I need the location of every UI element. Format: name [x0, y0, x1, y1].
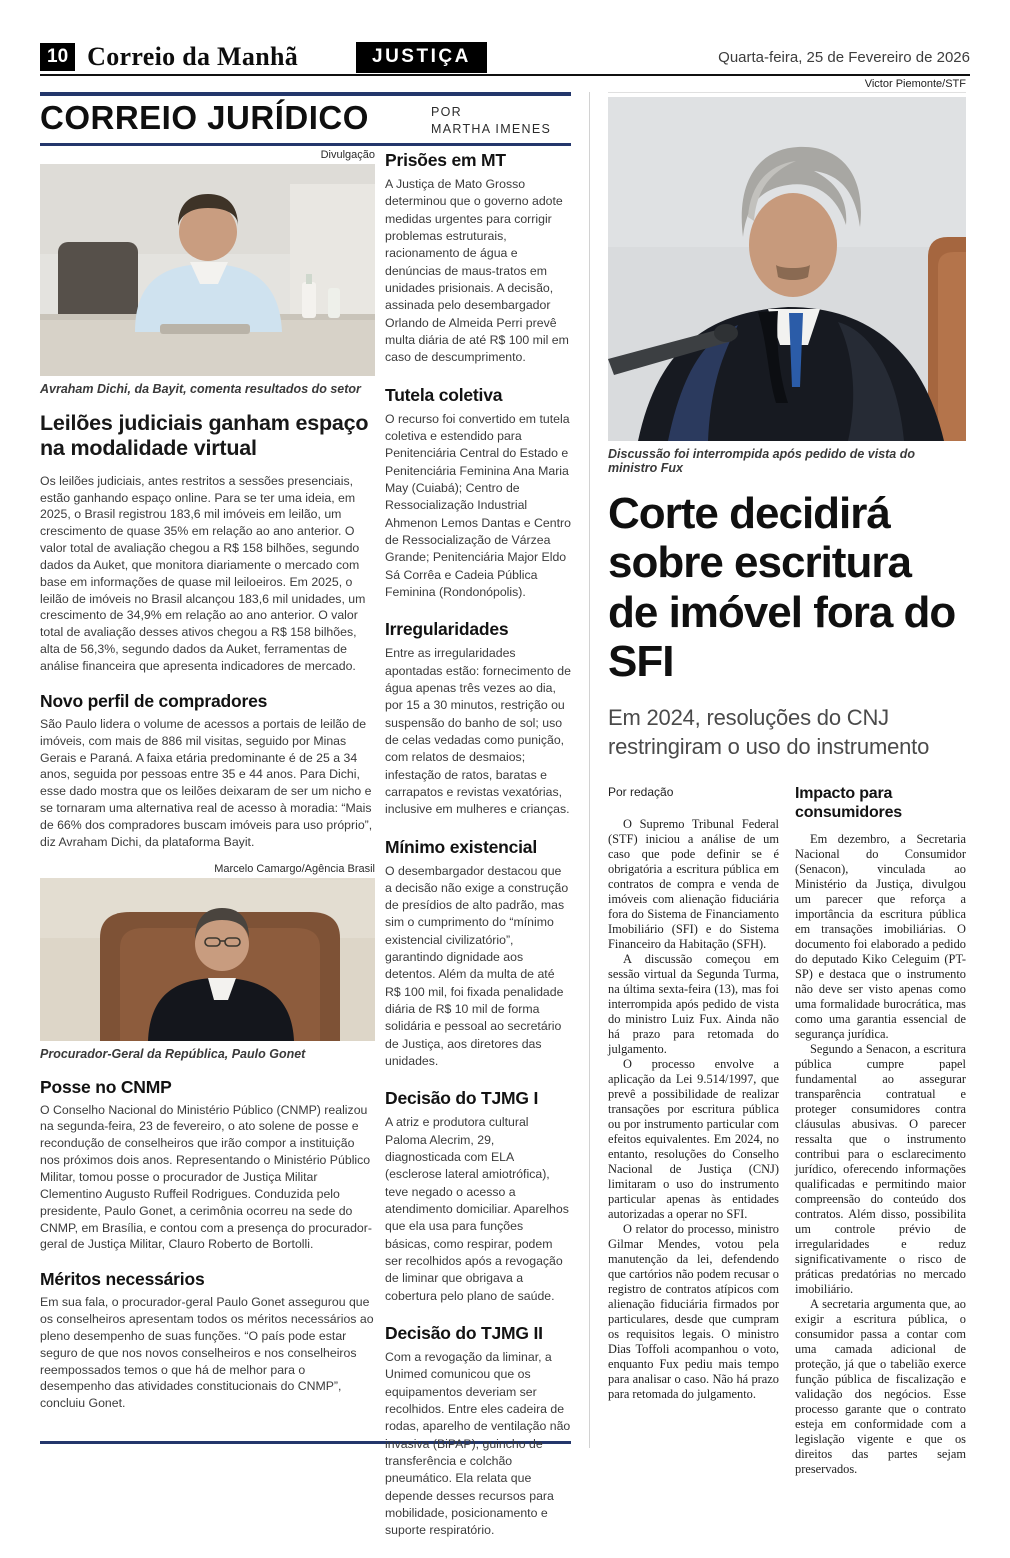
- byline-name: MARTHA IMENES: [431, 121, 552, 136]
- photo-credit-agencia-brasil: Marcelo Camargo/Agência Brasil: [214, 862, 375, 875]
- news-brief: [385, 150, 571, 367]
- edition-date: Quarta-feira, 25 de Fevereiro de 2026: [718, 48, 970, 66]
- brief-heading: Irregularidades: [385, 619, 509, 640]
- section-heading: Posse no CNMP: [40, 1076, 172, 1097]
- photo-paulo-gonet: [40, 878, 375, 1041]
- section-heading: Novo perfil de compradores: [40, 690, 268, 711]
- brief-body: A Justiça de Mato Grosso determinou que o governo adote medidas urgentes para corrigir problemas estruturais, racionamento de água e denúncias de maus-tratos em unidades prisionais. A decisão, assinada pelo desembargador Orlando de Almeida Perri prevê multa diária de até R$ 100 mil em caso de descumprimento.: [385, 177, 569, 365]
- paragraph: A discussão começou em sessão virtual da Segunda Turma, na última sexta-feira (13), mas foi interrompida após pedido de vista do ministro Luiz Fux. Ainda não há prazo para retomada do julgamento.: [608, 952, 779, 1057]
- byline-prefix: POR: [431, 105, 462, 119]
- article-text: [608, 817, 779, 1402]
- article-headline: Leilões judiciais ganham espaço na modalidade virtual: [40, 411, 369, 461]
- paragraph: A secretaria argumenta que, ao exigir a escritura pública, o consumidor passa a contar com uma camada adicional de proteção, já que o tabelião exerce função pública de fiscalização e validação dos negócios. Esse processo garante que o contrato esteja em conformidade com a legislação vigente e que os direitos das partes sejam preservados.: [795, 1297, 966, 1476]
- sub-headline: Em 2024, resoluções do CNJ restringiram o uso do instrumento: [608, 705, 930, 759]
- paragraph: O processo envolve a aplicação da Lei 9.514/1997, que prevê a possibilidade de realizar transações por escritura pública ou por instrumento particular com efeitos equivalentes. Em 2024, no entanto, resoluções do Conselho Nacional de Justiça (CNJ) limitaram o uso do instrumento particular apenas às entidades autorizadas a operar no SFI.: [608, 1057, 779, 1222]
- left-column: [40, 149, 375, 1412]
- article-column-2: [795, 785, 966, 1477]
- brief-body: O recurso foi convertido em tutela coletiva e estendido para Penitenciária Central do Estado e Penitenciária Feminina Ana Maria May (Cuiabá); Centro de Ressocialização Industrial Ahmenon Lemos Dantas e Centro de Ressocialização de Várzea Grande; Penitenciária Major Eldo Sá Corrêa e Cadeia Pública Feminina (Rondonópolis).: [385, 411, 571, 599]
- photo-credit-divulgacao: Divulgação: [320, 149, 375, 161]
- article-body: Em sua fala, o procurador-geral Paulo Gonet assegurou que os conselheiros apresentam todos os méritos necessários ao pleno desempenho de suas funções. “O país pode estar seguro de que nos novos conselheiros e nos conselheiros reempossados temos o que há de melhor para o desempenho das atividades constitucionais do CNMP”, concluiu Gonet.: [40, 1295, 374, 1411]
- section-heading: Méritos necessários: [40, 1269, 205, 1290]
- photo-credit-fux: Victor Piemonte/STF: [864, 78, 966, 90]
- header-rule: [40, 74, 970, 76]
- brief-body: A atriz e produtora cultural Paloma Alecrim, 29, diagnosticada com ELA (esclerose lateral amiotrófica), teve negado o acesso a atendimento domiciliar. Aparelhos que ela usa para funções básicas, como respirar, podem ser recolhidos após a revogação de liminar que obrigava a cobertura pelo plano de saúde.: [385, 1115, 569, 1303]
- section-tag: JUSTIÇA: [356, 42, 487, 73]
- photo-caption: Discussão foi interrompida após pedido de vista do ministro Fux: [608, 447, 916, 475]
- article-text: [795, 832, 966, 1477]
- main-headline: Corte decidirá sobre escritura de imóvel fora do SFI: [608, 489, 956, 686]
- photo-ministro-fux: [608, 97, 966, 441]
- article-columns: [608, 785, 966, 1477]
- masthead-logo: Correio da Manhã: [87, 42, 299, 71]
- brief-body: O desembargador destacou que a decisão não exige a construção de presídios de alto padrão, mas sim o cumprimento do “mínimo existencial civilizatório”, garantindo dignidade aos detentos. Além da multa de até R$ 100 mil, foi fixada penalidade diária de R$ 10 mil de forma solidária e pessoal ao secretário de Justiça, aos diretores das unidades.: [385, 863, 569, 1069]
- article-column-1: [608, 785, 779, 1477]
- news-brief: [385, 385, 571, 602]
- news-brief: [385, 619, 571, 818]
- brief-body: Com a revogação da liminar, a Unimed comunicou que os equipamentos deveriam ser recolhidos. Entre eles cadeira de rodas, aparelho de ventilação não invasiva (BiPAP), guincho de transferência e colchão pneumático. Ela relata que depende desses recursos para mobilidade, posicionamento e suporte respiratório.: [385, 1350, 571, 1538]
- photo-caption: Procurador-Geral da República, Paulo Gonet: [40, 1046, 306, 1061]
- main-article: [608, 92, 966, 1477]
- photo-caption: Avraham Dichi, da Bayit, comenta resultados do setor: [40, 382, 361, 396]
- article-body: São Paulo lidera o volume de acessos a portais de leilão de imóveis, com mais de 886 mil visitas, seguido por Minas Gerais e Paraná. A faixa etária predominante é de 25 a 34 anos, seguida por pessoas entre 35 e 44 anos. Para Dichi, esse dado mostra que os leilões deixaram de ser um nicho e se tornaram uma alternativa real de acesso à moradia: “Mais de 66% dos compradores buscam imóveis para uso próprio”, diz Avraham Dichi, da plataforma Bayit.: [40, 716, 373, 849]
- news-brief: [385, 837, 571, 1071]
- article-body: Os leilões judiciais, antes restritos a sessões presenciais, estão ganhando espaço online. Para se ter uma ideia, em 2025, o Brasil registrou 183,6 mil imóveis em leilão, um crescimento de quase 35% em relação ao ano anterior. O valor total de avaliação chegou a R$ 158 bilhões, segundo dados da Auket, que monitora diariamente o mercado com base em informações de quase mil leiloeiros. Em 2025, o leilão de imóveis no Brasil alcançou 183,6 mil unidades, um crescimento de 34,9% em relação ao ano anterior. O valor total de avaliação desses ativos chegou a R$ 158 bilhões, alta de 56,3%, segundo dados da Auket, ferramentas de análise financeira que apresenta indicadores de mercado.: [40, 473, 366, 673]
- page-header: [40, 42, 970, 72]
- paragraph: Segundo a Senacon, a escritura pública cumpre papel fundamental ao assegurar transparência contratual e proteger consumidores contra cláusulas abusivas. O parecer ressalta que o instrumento contribui para o esclarecimento jurídico, oferecendo informações qualificadas e permitindo maior compreensão do conteúdo dos contratos. Além disso, possibilita um controle prévio de irregularidades e reduz significativamente o risco de práticas predatórias no mercado imobiliário.: [795, 1042, 966, 1296]
- photo-avraham-dichi: [40, 164, 375, 376]
- brief-heading: Decisão do TJMG II: [385, 1323, 543, 1344]
- news-brief: [385, 1088, 571, 1305]
- article-body: O Conselho Nacional do Ministério Público (CNMP) realizou na segunda-feira, 23 de fevereiro, o ato solene de posse e recondução de conselheiros que irão compor a instituição nos próximos dois anos. Representando o Ministério Público Militar, tomou posse o procurador de Justiça Militar Clementino Augusto Ruffeil Rodrigues. Conduzida pelo presidente, Paulo Gonet, a cerimônia ocorreu na sede do CNMP, em Brasília, e contou com a presença do procurador-geral de Justiça Militar, Clauro Roberto de Bortolli.: [40, 1102, 372, 1252]
- brief-heading: Prisões em MT: [385, 150, 506, 170]
- paragraph: O Supremo Tribunal Federal (STF) iniciou a análise de um caso que pode definir se é obrigatória a escritura pública em contratos de compra e venda de imóveis com alienação fiduciária fora do Sistema de Financiamento Imobiliário (SFI) e do Sistema Financeiro da Habitação (SFH).: [608, 817, 779, 952]
- paragraph: Em dezembro, a Secretaria Nacional do Consumidor (Senacon), vinculada ao Ministério da Justiça, divulgou um parecer que reforça a importância da escritura pública em transações imobiliárias. O documento foi elaborado a pedido do deputado Kiko Celeguim (PT-SP) e destaca que o instrumento não deve ser visto apenas como uma formalidade burocrática, mas como uma garantia essencial de segurança jurídica.: [795, 832, 966, 1041]
- brief-body: Entre as irregularidades apontadas estão: fornecimento de água apenas três vezes ao dia, por 15 a 30 minutos, restrição ou suspensão do banho de sol; uso de celas vedadas como punição, com relatos de desmaios; infestação de ratos, baratas e carrapatos e revistas vexatórias, inclusive em mulheres e crianças.: [385, 646, 571, 817]
- news-brief: [385, 1323, 571, 1540]
- vertical-divider: [589, 92, 590, 1448]
- accent-rule-top: [40, 92, 571, 96]
- brief-heading: Mínimo existencial: [385, 836, 538, 857]
- subsection-heading: Impacto para consumidores: [795, 785, 902, 822]
- column-title: CORREIO JURÍDICO: [40, 99, 369, 136]
- paragraph: O relator do processo, ministro Gilmar Mendes, votou pela manutenção da lei, defendendo que cartórios não podem recusar o registro de contratos atípicos com alienação fiduciária firmados por particulares, desde que cumpram os requisitos legais. O ministro Dias Toffoli acompanhou o voto, enquanto Fux pediu mais tempo para analisar o caso. Não há prazo para retomada do julgamento.: [608, 1222, 779, 1402]
- page-number: 10: [40, 43, 75, 71]
- briefs-column: [385, 150, 571, 1558]
- accent-rule-mid: [40, 143, 571, 146]
- brief-heading: Tutela coletiva: [385, 384, 503, 405]
- brief-heading: Decisão do TJMG I: [385, 1088, 539, 1109]
- column-byline: [431, 101, 571, 138]
- article-byline: Por redação: [608, 785, 674, 800]
- column-masthead: [40, 101, 571, 138]
